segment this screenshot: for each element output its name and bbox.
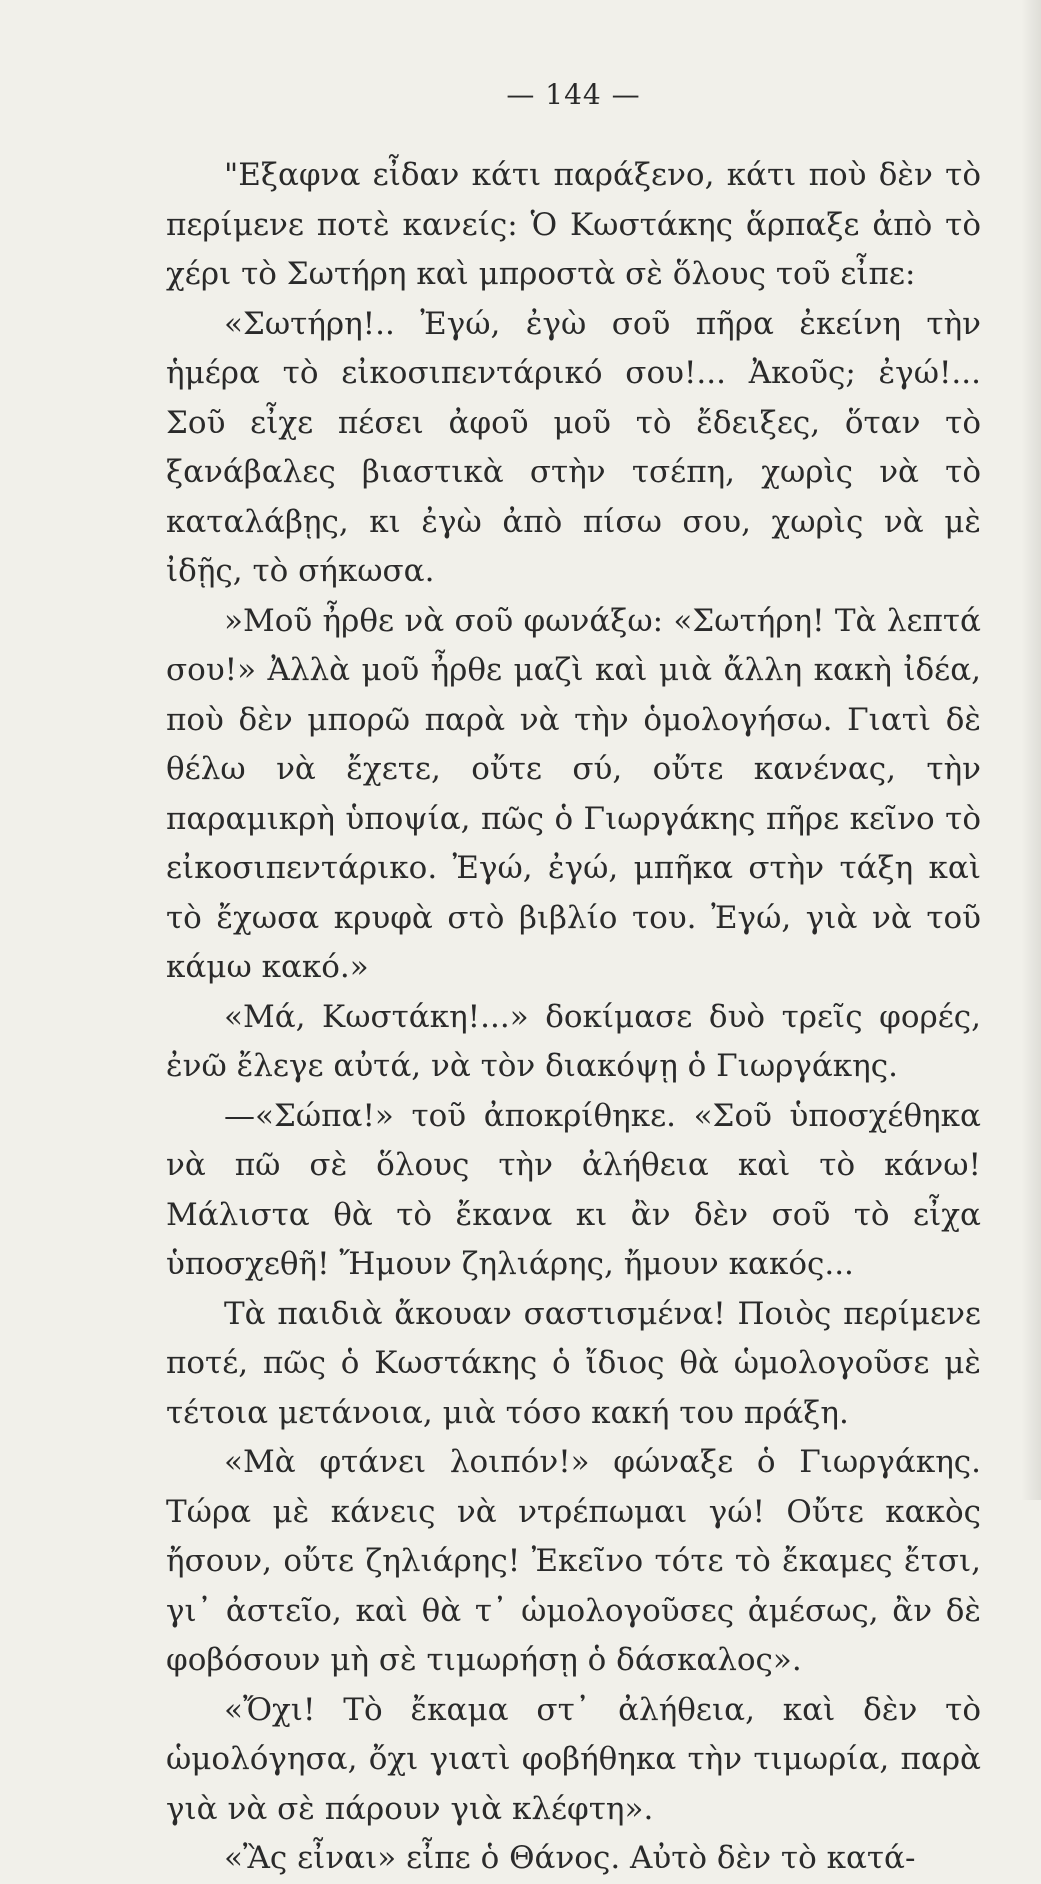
paragraph: "Εξαφνα εἶδαν κάτι παράξενο, κάτι ποὺ δὲν τὸ περίμενε ποτὲ κανείς: Ὁ Κωστάκης ἅρπαξε ἀπὸ τὸ χέρι τὸ Σωτήρη καὶ μπροστὰ σὲ ὅλους τοῦ εἶπε: bbox=[166, 157, 981, 292]
paragraph: «Μά, Κωστάκη!...» δοκίμασε δυὸ τρεῖς φορές, ἐνῶ ἔλεγε αὐτά, νὰ τὸν διακόψῃ ὁ Γιωργάκης. bbox=[166, 998, 981, 1084]
body-text bbox=[166, 151, 981, 1884]
paragraph: Τὰ παιδιὰ ἄκουαν σαστισμένα! Ποιὸς περίμενε ποτέ, πῶς ὁ Κωστάκης ὁ ἴδιος θὰ ὡμολογοῦσε μὲ τέτοια μετάνοια, μιὰ τόσο κακή του πράξη. bbox=[166, 1295, 981, 1431]
page-number: — 144 — bbox=[506, 78, 641, 111]
paragraph: »Μοῦ ἦρθε νὰ σοῦ φωνάξω: «Σωτήρη! Τὰ λεπτά σου!» Ἀλλὰ μοῦ ἦρθε μαζὶ καὶ μιὰ ἄλλη κακὴ ἰδέα, ποὺ δὲν μπορῶ παρὰ νὰ τὴν ὁμολογήσω. Γιατὶ δὲ θέλω νὰ ἔχετε, οὔτε σύ, οὔτε κανένας, τὴν παραμικρὴ ὑποψία, πῶς ὁ Γιωργάκης πῆρε κεῖνο τὸ εἰκοσιπεντάρικο. Ἐγώ, ἐγώ, μπῆκα στὴν τάξη καὶ τὸ ἔχωσα κρυφὰ στὸ βιβλίο του. Ἐγώ, γιὰ νὰ τοῦ κάμω κακό.» bbox=[166, 602, 981, 985]
page-edge-shadow bbox=[1021, 0, 1041, 1500]
paragraph: «Ἂς εἶναι» εἶπε ὁ Θάνος. Αὐτὸ δὲν τὸ κατά- bbox=[224, 1840, 916, 1876]
paragraph: «Μὰ φτάνει λοιπόν!» φώναξε ὁ Γιωργάκης. Τώρα μὲ κάνεις νὰ ντρέπωμαι γώ! Οὔτε κακὸς ἤσουν, οὔτε ζηλιάρης! Ἐκεῖνο τότε τὸ ἔκαμες ἔτσι, γι᾿ ἀστεῖο, καὶ θὰ τ᾿ ὡμολογοῦσες ἀμέσως, ἂν δὲ φοβόσουν μὴ σὲ τιμωρήσῃ ὁ δάσκαλος». bbox=[166, 1444, 981, 1678]
paragraph: «Ὄχι! Τὸ ἔκαμα στ᾿ ἀλήθεια, καὶ δὲν τὸ ὡμολόγησα, ὄχι γιατὶ φοβήθηκα τὴν τιμωρία, παρὰ γιὰ νὰ σὲ πάρουν γιὰ κλέφτη». bbox=[166, 1691, 981, 1827]
paragraph: «Σωτήρη!.. Ἐγώ, ἐγὼ σοῦ πῆρα ἐκείνη τὴν ἡμέρα τὸ εἰκοσιπεντάρικό σου!... Ἀκοῦς; ἐγώ!... Σοῦ εἶχε πέσει ἀφοῦ μοῦ τὸ ἔδειξες, ὅταν τὸ ξανάβαλες βιαστικὰ στὴν τσέπη, χωρὶς νὰ τὸ καταλάβῃς, κι ἐγὼ ἀπὸ πίσω σου, χωρὶς νὰ μὲ ἰδῇς, τὸ σήκωσα. bbox=[166, 305, 981, 589]
paragraph: —«Σώπα!» τοῦ ἀποκρίθηκε. «Σοῦ ὑποσχέθηκα νὰ πῶ σὲ ὅλους τὴν ἀλήθεια καὶ τὸ κάνω! Μάλιστα θὰ τὸ ἔκανα κι ἂν δὲν σοῦ τὸ εἶχα ὑποσχεθῆ! Ἤμουν ζηλιάρης, ἤμουν κακός... bbox=[166, 1097, 981, 1282]
